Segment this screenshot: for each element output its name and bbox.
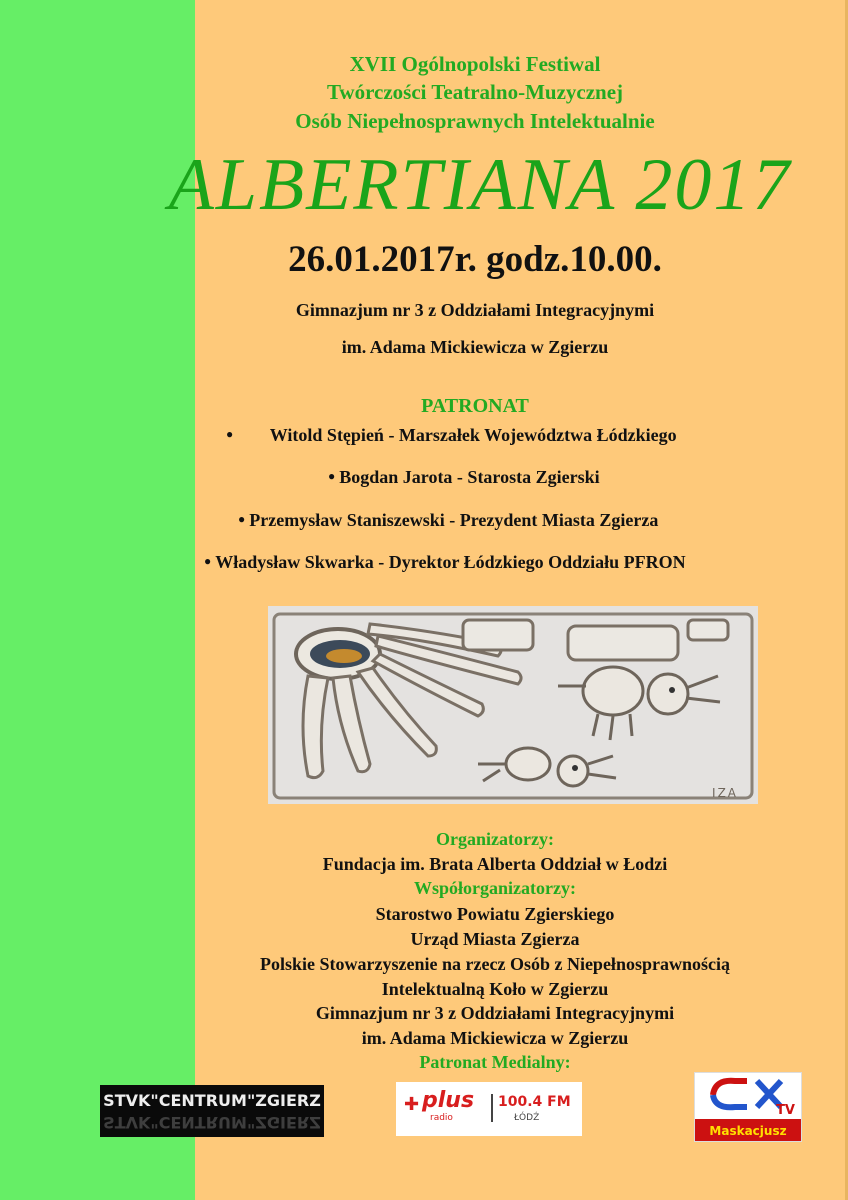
artwork-drawing — [268, 606, 758, 804]
organizers-title: Organizatorzy: — [436, 829, 554, 849]
patron-text: Bogdan Jarota - Starosta Zgierski — [339, 467, 600, 487]
co-organizer-line: Starostwo Powiatu Zgierskiego — [375, 904, 615, 924]
centrum-logo-reflection: STVK"CENTRUM"ZGIERZ — [103, 1113, 321, 1132]
co-organizer-line: Urząd Miasta Zgierza — [410, 929, 580, 949]
patron-text: Witold Stępień - Marszałek Województwa Łódzkiego — [269, 425, 677, 445]
divider — [491, 1094, 493, 1122]
tv-name: Maskacjusz — [709, 1124, 787, 1138]
date-time: 26.01.2017r. godz.10.00. — [288, 239, 662, 280]
plus-frequency: 100.4 FM — [498, 1094, 571, 1110]
co-organizers-title: Współorganizatorzy: — [414, 878, 576, 898]
patron-text: Przemysław Staniszewski - Prezydent Miasta Zgierza — [249, 510, 659, 530]
co-organizer-line: Intelektualną Koło w Zgierzu — [381, 979, 609, 999]
organizers-line: Fundacja im. Brata Alberta Oddział w Łodzi — [322, 854, 668, 874]
header-line-3: Osób Niepełnosprawnych Intelektualnie — [295, 109, 655, 133]
festival-name: ALBERTIANA 2017 — [168, 144, 792, 226]
tv-label: TV — [776, 1103, 795, 1118]
plus-brand: plus — [422, 1088, 475, 1113]
bullet-icon: ● — [204, 554, 212, 568]
centrum-logo — [100, 1085, 324, 1137]
co-organizer-line: Polskie Stowarzyszenie na rzecz Osób z Niepełnosprawnością — [260, 954, 730, 974]
header-line-1: XVII Ogólnopolski Festiwal — [349, 52, 601, 76]
artwork-image — [268, 606, 758, 804]
radio-plus-logo — [396, 1082, 582, 1136]
plus-cross-icon: ✚ — [404, 1094, 420, 1115]
plus-sub: radio — [430, 1113, 453, 1123]
patronage-title: PATRONAT — [421, 395, 529, 417]
patron-item — [328, 467, 600, 488]
patron-item — [238, 510, 658, 531]
header-line-2: Twórczości Teatralno-Muzycznej — [326, 80, 624, 104]
bullet-icon: ● — [328, 469, 336, 483]
patron-text: Władysław Skwarka - Dyrektor Łódzkiego Oddziału PFRON — [215, 552, 686, 572]
co-organizer-line: Gimnazjum nr 3 z Oddziałami Integracyjnymi — [315, 1003, 675, 1023]
venue-line-1: Gimnazjum nr 3 z Oddziałami Integracyjnymi — [295, 300, 655, 320]
venue-line-2: im. Adama Mickiewicza w Zgierzu — [341, 337, 609, 357]
co-organizer-line: im. Adama Mickiewicza w Zgierzu — [361, 1028, 629, 1048]
media-patronage-title: Patronat Medialny: — [419, 1052, 571, 1072]
plus-city: ŁÓDŹ — [514, 1113, 540, 1123]
bullet-icon: ● — [226, 427, 234, 441]
bullet-icon: ● — [238, 512, 246, 526]
tv-maskacjusz-logo — [694, 1072, 802, 1142]
artwork-signature: IZA — [712, 786, 738, 800]
centrum-logo-text: STVK"CENTRUM"ZGIERZ — [103, 1091, 321, 1110]
patron-item — [226, 425, 677, 446]
patron-item — [204, 552, 686, 573]
